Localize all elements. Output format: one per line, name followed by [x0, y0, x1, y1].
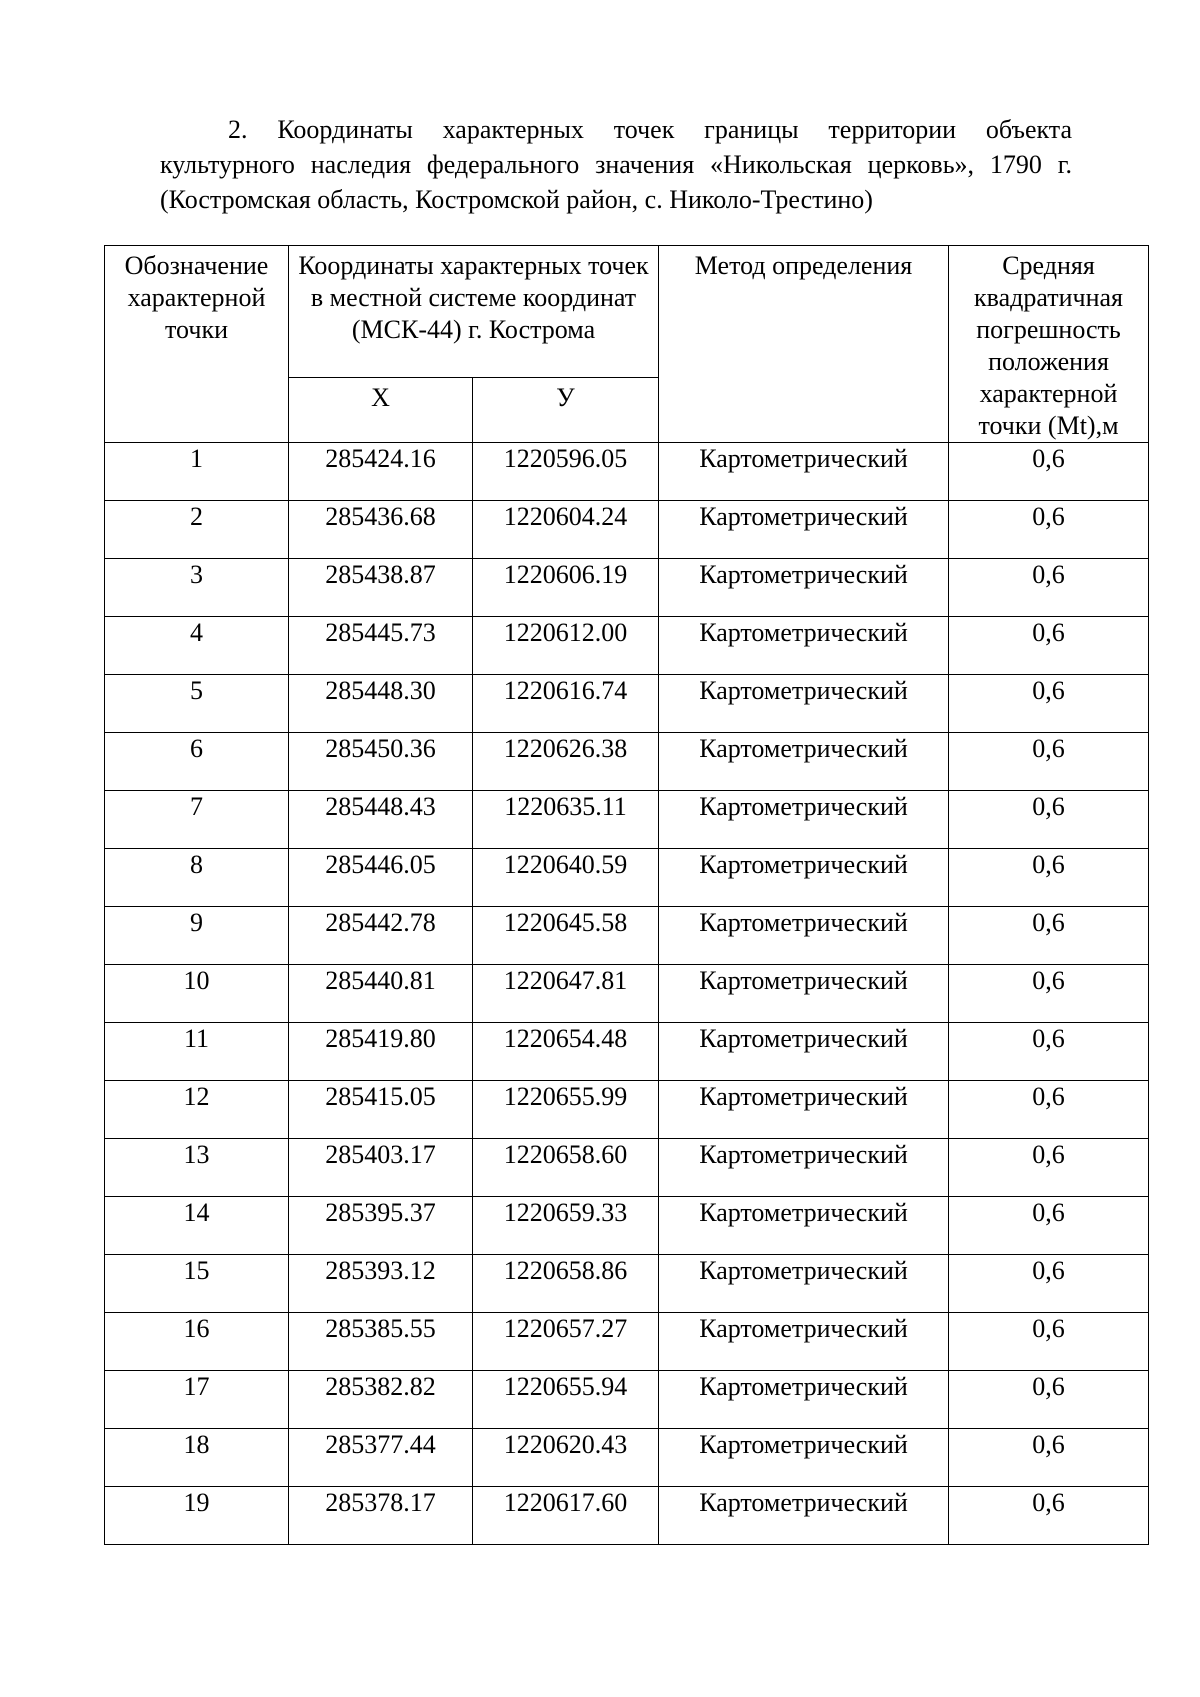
x-coordinate: 285378.17	[289, 1487, 473, 1545]
x-coordinate: 285445.73	[289, 617, 473, 675]
x-coordinate: 285395.37	[289, 1197, 473, 1255]
point-number: 4	[105, 617, 289, 675]
method-value: Картометрический	[659, 1487, 949, 1545]
point-number: 8	[105, 849, 289, 907]
y-coordinate: 1220616.74	[473, 675, 659, 733]
y-coordinate: 1220659.33	[473, 1197, 659, 1255]
point-number: 17	[105, 1371, 289, 1429]
x-coordinate: 285419.80	[289, 1023, 473, 1081]
error-value: 0,6	[949, 1371, 1149, 1429]
method-value: Картометрический	[659, 617, 949, 675]
method-value: Картометрический	[659, 1197, 949, 1255]
method-value: Картометрический	[659, 501, 949, 559]
method-value: Картометрический	[659, 1313, 949, 1371]
y-coordinate: 1220658.86	[473, 1255, 659, 1313]
method-value: Картометрический	[659, 1429, 949, 1487]
y-coordinate: 1220626.38	[473, 733, 659, 791]
table-row	[105, 907, 1149, 965]
error-value: 0,6	[949, 849, 1149, 907]
point-number: 5	[105, 675, 289, 733]
point-number: 9	[105, 907, 289, 965]
method-value: Картометрический	[659, 791, 949, 849]
header-x: Х	[289, 378, 473, 443]
error-value: 0,6	[949, 791, 1149, 849]
table-row	[105, 501, 1149, 559]
method-value: Картометрический	[659, 907, 949, 965]
table-row	[105, 1023, 1149, 1081]
point-number: 19	[105, 1487, 289, 1545]
x-coordinate: 285415.05	[289, 1081, 473, 1139]
table-row	[105, 1081, 1149, 1139]
table-row	[105, 791, 1149, 849]
x-coordinate: 285440.81	[289, 965, 473, 1023]
point-number: 13	[105, 1139, 289, 1197]
error-value: 0,6	[949, 907, 1149, 965]
y-coordinate: 1220655.99	[473, 1081, 659, 1139]
method-value: Картометрический	[659, 1255, 949, 1313]
y-coordinate: 1220657.27	[473, 1313, 659, 1371]
x-coordinate: 285424.16	[289, 443, 473, 501]
error-value: 0,6	[949, 1255, 1149, 1313]
error-value: 0,6	[949, 1313, 1149, 1371]
header-y: У	[473, 378, 659, 443]
point-number: 15	[105, 1255, 289, 1313]
table-row	[105, 733, 1149, 791]
document-heading: 2. Координаты характерных точек границы территории объекта культурного наследия федерального значения «Никольская церковь», 1790 г. (Костромская область, Костромской район, с. Николо-Трестино)	[160, 115, 1072, 214]
point-number: 6	[105, 733, 289, 791]
x-coordinate: 285403.17	[289, 1139, 473, 1197]
error-value: 0,6	[949, 1487, 1149, 1545]
error-value: 0,6	[949, 1081, 1149, 1139]
y-coordinate: 1220612.00	[473, 617, 659, 675]
header-method: Метод определения	[659, 246, 949, 443]
point-number: 2	[105, 501, 289, 559]
error-value: 0,6	[949, 1429, 1149, 1487]
x-coordinate: 285382.82	[289, 1371, 473, 1429]
error-value: 0,6	[949, 1197, 1149, 1255]
y-coordinate: 1220645.58	[473, 907, 659, 965]
error-value: 0,6	[949, 559, 1149, 617]
method-value: Картометрический	[659, 849, 949, 907]
table-body	[105, 443, 1149, 1545]
x-coordinate: 285442.78	[289, 907, 473, 965]
error-value: 0,6	[949, 501, 1149, 559]
error-value: 0,6	[949, 1139, 1149, 1197]
method-value: Картометрический	[659, 1371, 949, 1429]
y-coordinate: 1220654.48	[473, 1023, 659, 1081]
method-value: Картометрический	[659, 1081, 949, 1139]
table-row	[105, 1139, 1149, 1197]
table-row	[105, 1487, 1149, 1545]
y-coordinate: 1220604.24	[473, 501, 659, 559]
x-coordinate: 285448.30	[289, 675, 473, 733]
table-row	[105, 617, 1149, 675]
point-number: 1	[105, 443, 289, 501]
table-row	[105, 559, 1149, 617]
header-point-designation: Обозначение характерной точки	[105, 246, 289, 443]
error-value: 0,6	[949, 617, 1149, 675]
y-coordinate: 1220635.11	[473, 791, 659, 849]
x-coordinate: 285448.43	[289, 791, 473, 849]
method-value: Картометрический	[659, 675, 949, 733]
table-row	[105, 1197, 1149, 1255]
point-number: 11	[105, 1023, 289, 1081]
table-row	[105, 443, 1149, 501]
error-value: 0,6	[949, 965, 1149, 1023]
point-number: 14	[105, 1197, 289, 1255]
table-row	[105, 1429, 1149, 1487]
table-row	[105, 1371, 1149, 1429]
method-value: Картометрический	[659, 559, 949, 617]
coordinates-table	[104, 245, 1149, 1545]
method-value: Картометрический	[659, 443, 949, 501]
method-value: Картометрический	[659, 733, 949, 791]
table-row	[105, 1255, 1149, 1313]
table-row	[105, 849, 1149, 907]
error-value: 0,6	[949, 443, 1149, 501]
point-number: 18	[105, 1429, 289, 1487]
error-value: 0,6	[949, 733, 1149, 791]
error-value: 0,6	[949, 675, 1149, 733]
y-coordinate: 1220606.19	[473, 559, 659, 617]
x-coordinate: 285436.68	[289, 501, 473, 559]
error-value: 0,6	[949, 1023, 1149, 1081]
x-coordinate: 285450.36	[289, 733, 473, 791]
method-value: Картометрический	[659, 1139, 949, 1197]
y-coordinate: 1220640.59	[473, 849, 659, 907]
header-coordinates: Координаты характерных точек в местной системе координат (МСК-44) г. Кострома	[289, 246, 659, 378]
y-coordinate: 1220596.05	[473, 443, 659, 501]
x-coordinate: 285393.12	[289, 1255, 473, 1313]
table-row	[105, 1313, 1149, 1371]
y-coordinate: 1220617.60	[473, 1487, 659, 1545]
y-coordinate: 1220658.60	[473, 1139, 659, 1197]
table-row	[105, 675, 1149, 733]
x-coordinate: 285438.87	[289, 559, 473, 617]
x-coordinate: 285446.05	[289, 849, 473, 907]
table-row	[105, 965, 1149, 1023]
point-number: 16	[105, 1313, 289, 1371]
y-coordinate: 1220620.43	[473, 1429, 659, 1487]
y-coordinate: 1220655.94	[473, 1371, 659, 1429]
y-coordinate: 1220647.81	[473, 965, 659, 1023]
x-coordinate: 285377.44	[289, 1429, 473, 1487]
method-value: Картометрический	[659, 965, 949, 1023]
point-number: 10	[105, 965, 289, 1023]
point-number: 12	[105, 1081, 289, 1139]
header-error: Средняя квадратичная погрешность положения характерной точки (Mt),м	[949, 246, 1149, 443]
point-number: 7	[105, 791, 289, 849]
x-coordinate: 285385.55	[289, 1313, 473, 1371]
method-value: Картометрический	[659, 1023, 949, 1081]
point-number: 3	[105, 559, 289, 617]
